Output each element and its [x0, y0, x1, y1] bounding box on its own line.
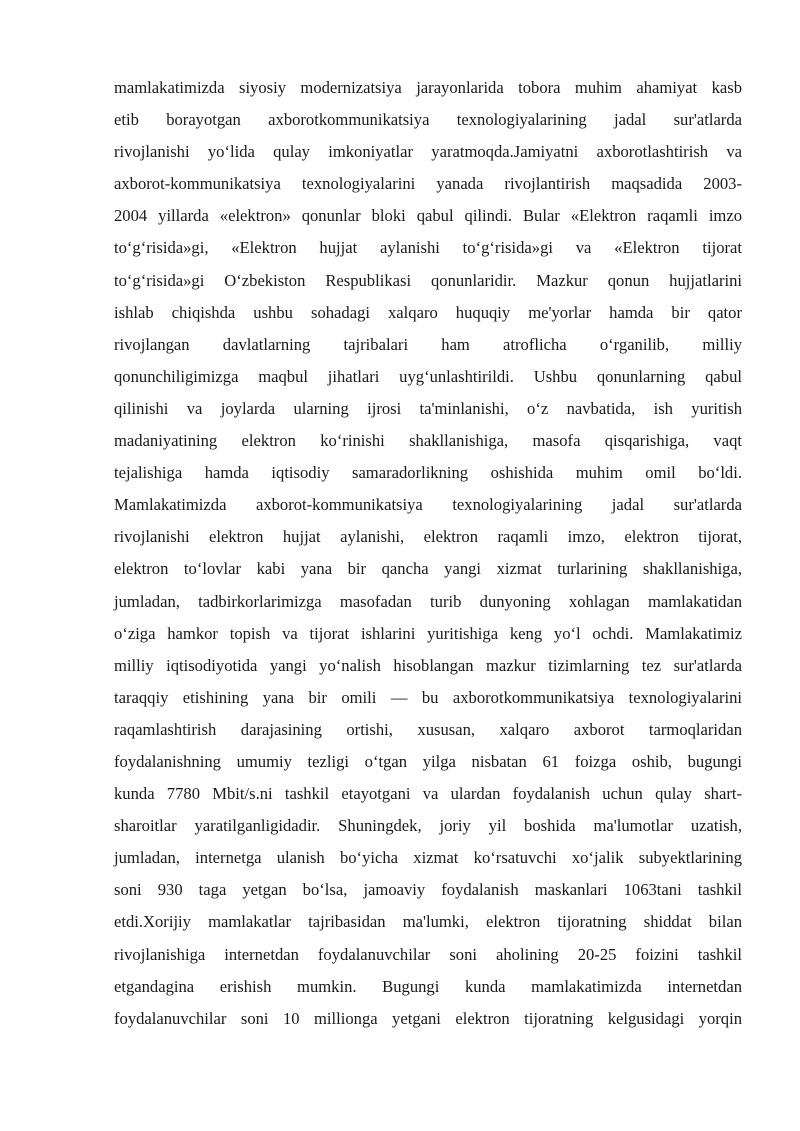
text-line: milliy iqtisodiyotida yangi yo‘nalish hisoblangan mazkur tizimlarning tez sur'atlarda: [114, 655, 742, 675]
text-line: foydalanuvchilar soni 10 millionga yetgani elektron tijoratning kelgusidagi yorqin: [114, 1008, 742, 1028]
text-line: Mamlakatimizda axborot-kommunikatsiya texnologiyalarining jadal sur'atlarda: [114, 495, 742, 515]
text-line: to‘g‘risida»gi, «Elektron hujjat aylanishi to‘g‘risida»gi va «Elektron tijorat: [114, 238, 742, 258]
text-line: to‘g‘risida»gi O‘zbekiston Respublikasi qonunlaridir. Mazkur qonun hujjatlarini: [114, 270, 742, 290]
text-line: elektron to‘lovlar kabi yana bir qancha yangi xizmat turlarining shakllanishiga,: [114, 559, 742, 579]
text-line: rivojlanishi yo‘lida qulay imkoniyatlar yaratmoqda.Jamiyatni axborotlashtirish va: [114, 142, 742, 162]
text-line: tejalishiga hamda iqtisodiy samaradorlikning oshishida muhim omil bo‘ldi.: [114, 463, 742, 483]
text-line: etib borayotgan axborotkommunikatsiya texnologiyalarining jadal sur'atlarda: [114, 110, 742, 130]
text-line: ishlab chiqishda ushbu sohadagi xalqaro huquqiy me'yorlar hamda bir qator: [114, 302, 742, 322]
text-line: etgandagina erishish mumkin. Bugungi kunda mamlakatimizda internetdan: [114, 976, 742, 996]
text-line: rivojlanishi elektron hujjat aylanishi, elektron raqamli imzo, elektron tijorat,: [114, 527, 742, 547]
text-line: taraqqiy etishining yana bir omili — bu axborotkommunikatsiya texnologiyalarini: [114, 687, 742, 707]
text-line: madaniyatining elektron ko‘rinishi shakllanishiga, masofa qisqarishiga, vaqt: [114, 431, 742, 451]
text-line: rivojlanishiga internetdan foydalanuvchilar soni aholining 20-25 foizini tashkil: [114, 944, 742, 964]
body-paragraph: [114, 72, 742, 1035]
text-line: jumladan, internetga ulanish bo‘yicha xizmat ko‘rsatuvchi xo‘jalik subyektlarining: [114, 848, 742, 868]
text-line: raqamlashtirish darajasining ortishi, xususan, xalqaro axborot tarmoqlaridan: [114, 719, 742, 739]
text-line: sharoitlar yaratilganligidadir. Shuningdek, joriy yil boshida ma'lumotlar uzatish,: [114, 816, 742, 836]
text-line: o‘ziga hamkor topish va tijorat ishlarini yuritishiga keng yo‘l ochdi. Mamlakatimiz: [114, 623, 742, 643]
text-line: soni 930 taga yetgan bo‘lsa, jamoaviy foydalanish maskanlari 1063tani tashkil: [114, 880, 742, 900]
text-line: rivojlangan davlatlarning tajribalari ham atroflicha o‘rganilib, milliy: [114, 334, 742, 354]
text-line: qilinishi va joylarda ularning ijrosi ta'minlanishi, o‘z navbatida, ish yuritish: [114, 398, 742, 418]
text-line: jumladan, tadbirkorlarimizga masofadan turib dunyoning xohlagan mamlakatidan: [114, 591, 742, 611]
text-line: foydalanishning umumiy tezligi o‘tgan yilga nisbatan 61 foizga oshib, bugungi: [114, 751, 742, 771]
text-line: 2004 yillarda «elektron» qonunlar bloki qabul qilindi. Bular «Elektron raqamli imzo: [114, 206, 742, 226]
text-line: kunda 7780 Mbit/s.ni tashkil etayotgani va ulardan foydalanish uchun qulay shart-: [114, 784, 742, 804]
text-line: qonunchiligimizga maqbul jihatlari uyg‘unlashtirildi. Ushbu qonunlarning qabul: [114, 366, 742, 386]
text-line: axborot-kommunikatsiya texnologiyalarini yanada rivojlantirish maqsadida 2003-: [114, 174, 742, 194]
text-line: etdi.Xorijiy mamlakatlar tajribasidan ma'lumki, elektron tijoratning shiddat bilan: [114, 912, 742, 932]
text-line: mamlakatimizda siyosiy modernizatsiya jarayonlarida tobora muhim ahamiyat kasb: [114, 78, 742, 97]
